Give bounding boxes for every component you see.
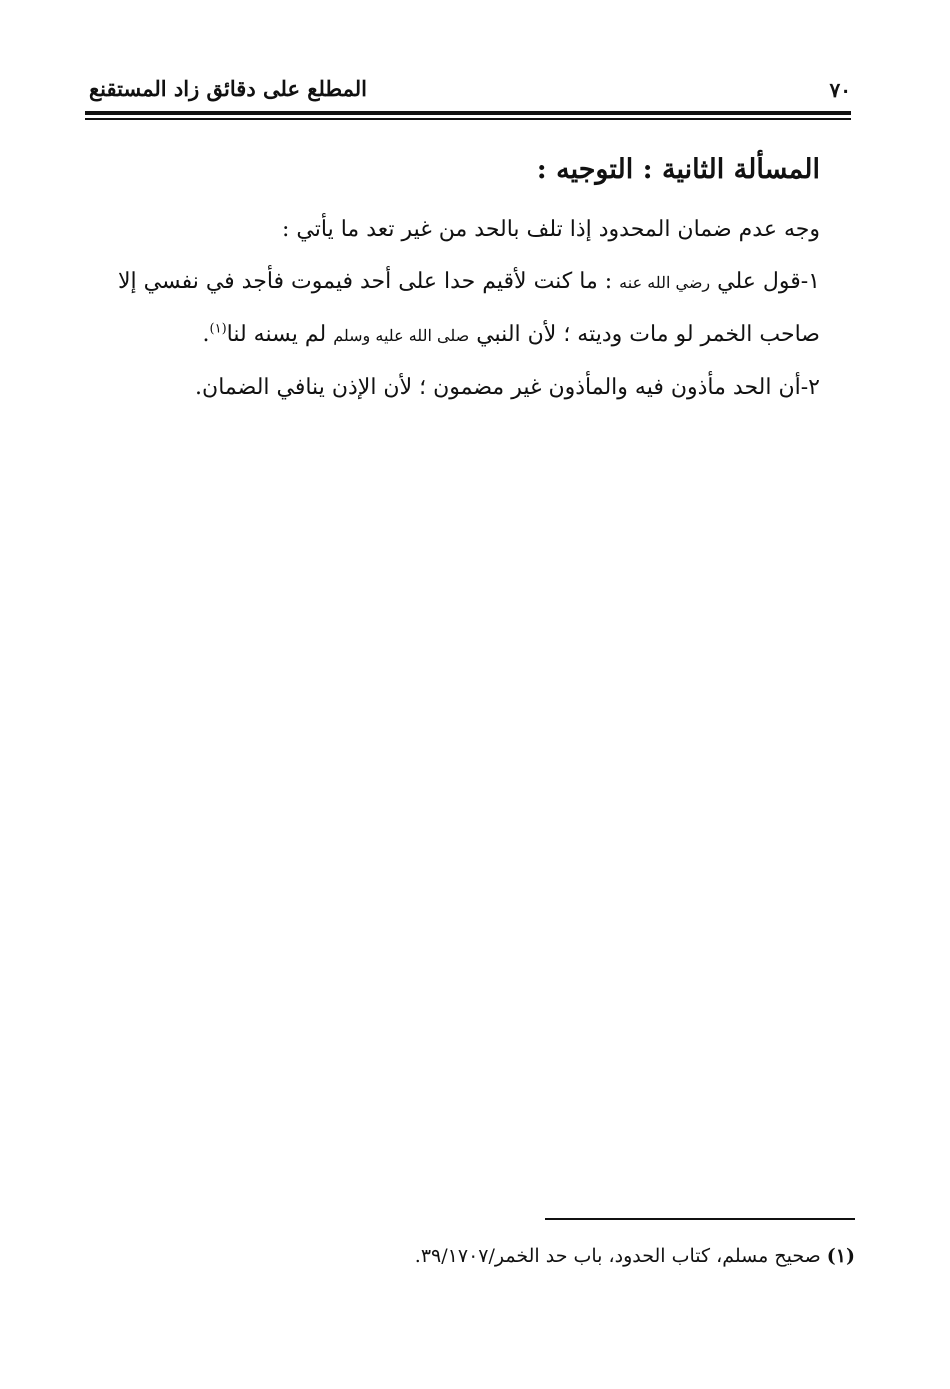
item-text: قول علي (717, 269, 801, 294)
section-heading: المسألة الثانية : التوجيه : (536, 154, 820, 185)
footnote-text: صحيح مسلم، كتاب الحدود، باب حد الخمر/٣٩/١٧٠٧. (414, 1245, 821, 1267)
item-end: . (202, 322, 210, 347)
running-title: المطلع على دقائق زاد المستقنع (89, 76, 368, 101)
list-item (88, 256, 820, 362)
item-text: أن الحد مأذون فيه والمأذون غير مضمون ؛ لأن الإذن ينافي الضمان. (195, 375, 801, 400)
page-number: ٧٠ (829, 78, 851, 102)
footnote-separator (545, 1218, 855, 1220)
page-header (85, 72, 855, 108)
item-text: : ما كنت لأقيم حدا على أحد فيموت فأجد في نفسي إلا صاحب الخمر لو مات وديته ؛ لأن النبي (117, 269, 820, 347)
header-rule-secondary (85, 118, 851, 120)
header-rule (85, 111, 851, 115)
main-content (88, 150, 820, 414)
honorific-glyph: صلى الله عليه وسلم (333, 326, 470, 345)
honorific-glyph: رضي الله عنه (619, 273, 711, 292)
footnotes (300, 1238, 855, 1274)
item-number: ٢- (800, 375, 820, 400)
footnote-reference[interactable]: (١) (209, 321, 227, 337)
intro-paragraph: وجه عدم ضمان المحدود إذا تلف بالحد من غير تعد ما يأتي : (282, 217, 820, 242)
item-text: لم يسنه لنا (226, 322, 334, 347)
list-item (88, 362, 820, 414)
item-number: ١- (800, 269, 820, 294)
footnote (300, 1238, 855, 1274)
footnote-number: (١) (826, 1245, 855, 1267)
